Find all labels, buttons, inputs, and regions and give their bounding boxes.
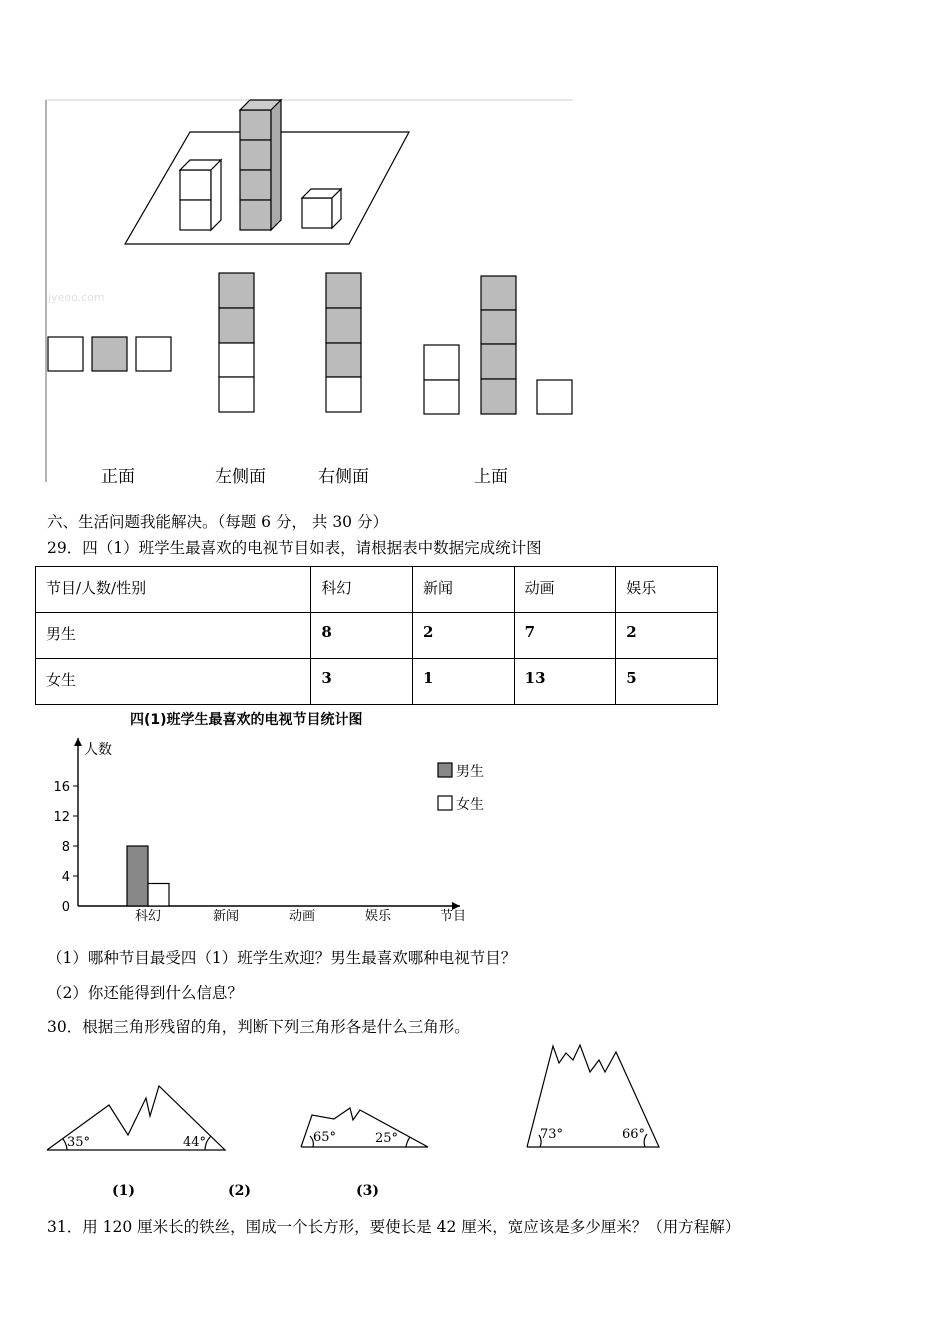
question-29-sub2: （2）你还能得到什么信息？	[47, 984, 243, 1002]
x-tick-label: 科幻	[134, 909, 162, 924]
triangles-figure	[0, 1040, 700, 1160]
table-header-cell: 节目/人数/性别	[36, 567, 311, 613]
y-tick-label: 4	[61, 870, 70, 885]
angle-label: 35°	[67, 1135, 91, 1150]
table-row-label: 男生	[36, 613, 311, 659]
bar	[127, 846, 148, 906]
table-row	[36, 659, 718, 705]
x-axis-label: 节目	[440, 909, 467, 924]
legend-label: 女生	[456, 797, 484, 813]
bar	[148, 884, 169, 907]
watermark: jyeoo.com	[48, 291, 105, 304]
table-cell: 8	[311, 613, 413, 659]
view-label-top: 上面	[474, 467, 508, 487]
chart-title: 四(1)班学生最喜欢的电视节目统计图	[130, 712, 363, 728]
question-31: 31．用 120 厘米长的铁丝，围成一个长方形，要使长是 42 厘米，宽应该是多少厘米？（用方程解）	[47, 1218, 741, 1236]
legend-swatch	[438, 796, 452, 810]
table-row-label: 女生	[36, 659, 311, 705]
cube-stack-right	[302, 189, 341, 228]
y-tick-label: 16	[53, 780, 70, 795]
y-tick-label: 0	[61, 900, 70, 915]
angle-label: 73°	[540, 1127, 564, 1142]
angle-label: 65°	[313, 1130, 337, 1145]
table-header-cell: 动画	[514, 567, 616, 613]
y-axis-label: 人数	[84, 742, 112, 758]
table-cell: 2	[616, 613, 718, 659]
cube-views-figure	[0, 0, 600, 500]
table-cell: 1	[413, 659, 515, 705]
view-right	[326, 273, 361, 412]
view-left	[219, 273, 254, 412]
legend-swatch	[438, 763, 452, 777]
table-cell: 13	[514, 659, 616, 705]
angle-label: 66°	[622, 1127, 646, 1142]
x-tick-label: 动画	[288, 909, 316, 924]
table-cell: 5	[616, 659, 718, 705]
question-29-sub1: （1）哪种节目最受四（1）班学生欢迎？男生最喜欢哪种电视节目？	[47, 949, 517, 967]
table-cell: 7	[514, 613, 616, 659]
table-header-cell: 娱乐	[616, 567, 718, 613]
x-tick-label: 娱乐	[364, 909, 392, 924]
angle-label: 25°	[375, 1131, 399, 1146]
cube-stack-left	[180, 160, 221, 230]
table-cell: 2	[413, 613, 515, 659]
legend-label: 男生	[456, 764, 484, 780]
y-axis-arrow	[74, 738, 82, 746]
x-tick-label: 新闻	[212, 909, 240, 924]
view-front	[48, 337, 171, 371]
section-heading: 六、生活问题我能解决。（每题 6 分， 共 30 分）	[47, 513, 388, 531]
tv-program-table	[35, 566, 718, 705]
triangle-label-3: (3)	[356, 1183, 379, 1199]
table-cell: 3	[311, 659, 413, 705]
question-29: 29．四（1）班学生最喜欢的电视节目如表，请根据表中数据完成统计图	[47, 539, 542, 557]
table-header-row	[36, 567, 718, 613]
bar-chart	[40, 708, 510, 928]
question-30: 30．根据三角形残留的角，判断下列三角形各是什么三角形。	[47, 1018, 470, 1036]
triangle-label-1: (1)	[112, 1183, 135, 1199]
y-tick-label: 12	[53, 810, 70, 825]
table-header-cell: 科幻	[311, 567, 413, 613]
angle-label: 44°	[183, 1135, 207, 1150]
table-header-cell: 新闻	[413, 567, 515, 613]
view-top	[424, 276, 572, 414]
view-label-right: 右侧面	[318, 467, 369, 487]
y-tick-label: 8	[61, 840, 70, 855]
view-label-left: 左侧面	[215, 467, 266, 487]
table-row	[36, 613, 718, 659]
view-label-front: 正面	[101, 467, 135, 487]
triangle-label-2: (2)	[228, 1183, 251, 1199]
cube-stack-middle	[240, 100, 281, 230]
